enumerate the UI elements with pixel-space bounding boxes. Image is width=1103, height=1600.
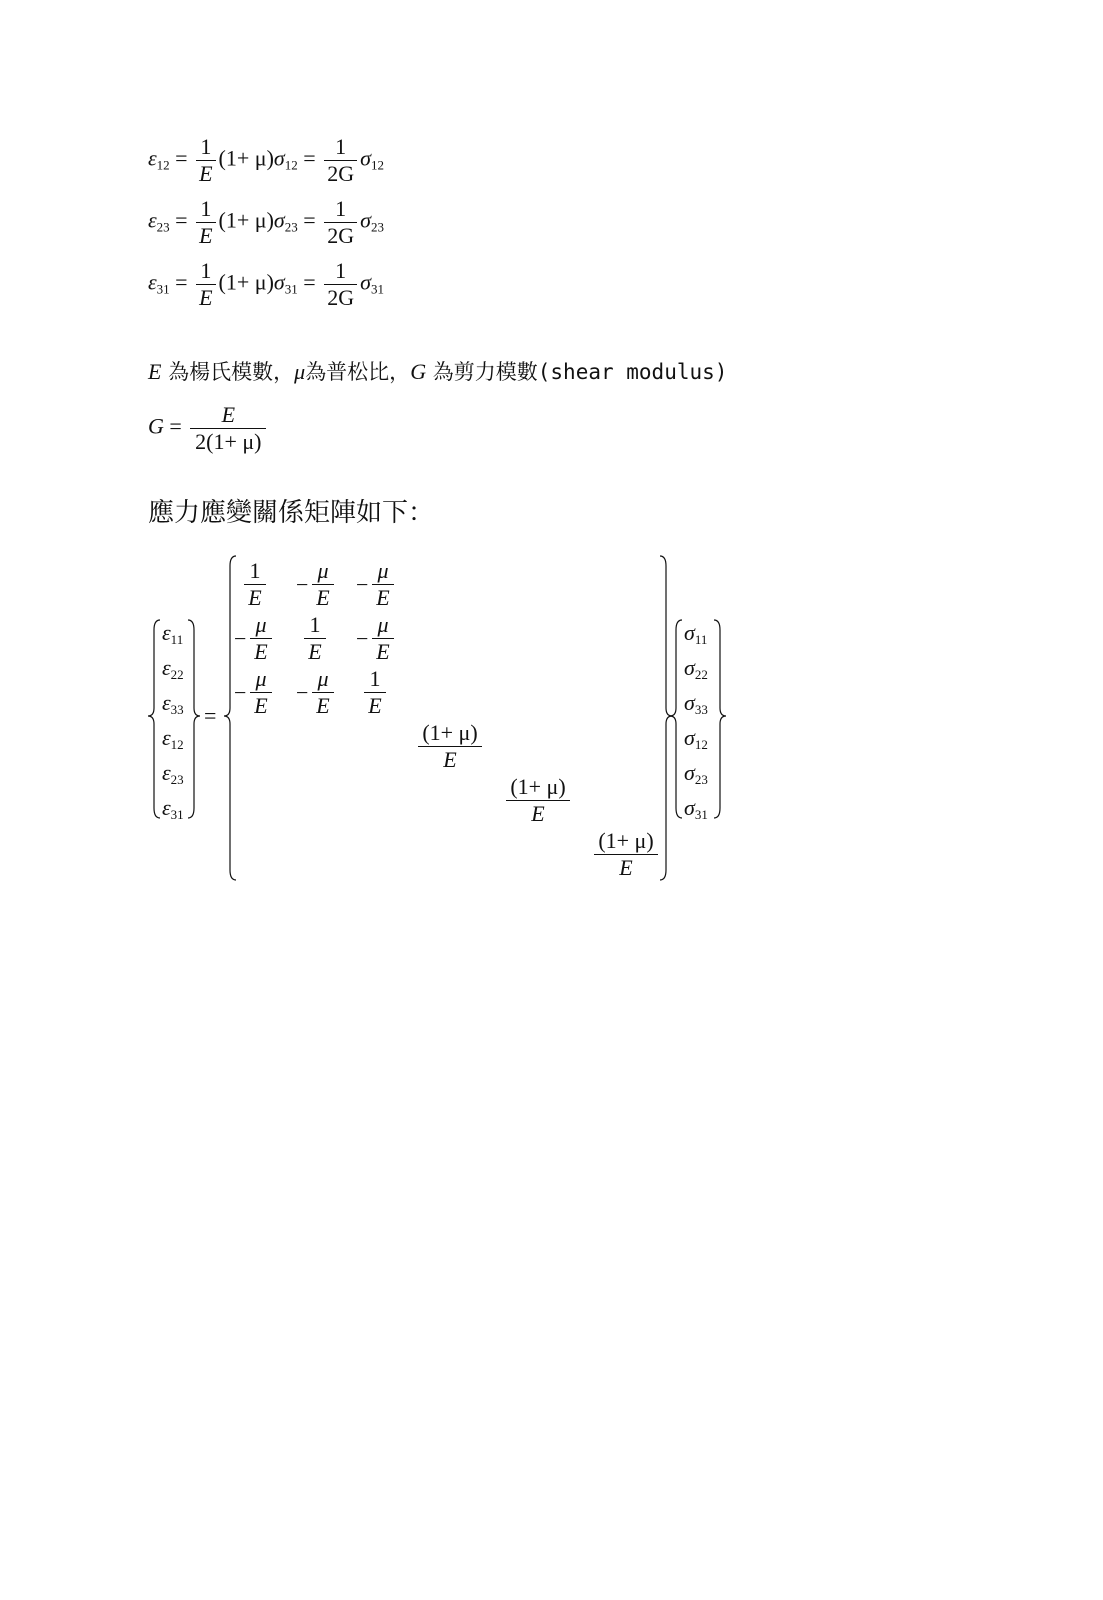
- strain-entry: $\varepsilon_{33}$: [162, 690, 184, 717]
- matrix-cell-5-5: $\frac{(1+ \mu)}{E}$: [506, 774, 570, 827]
- strain-entry: $\varepsilon_{12}$: [162, 725, 184, 752]
- strain-entry: $\varepsilon_{23}$: [162, 760, 184, 787]
- shear-modulus-formula: G = $\frac{E}{2(1+ \mu)}$: [148, 402, 269, 455]
- strain-entry: $\varepsilon_{31}$: [162, 795, 184, 822]
- fraction-one-over-2g: $\frac{1}{2G}$: [324, 258, 357, 311]
- minus-sign: −: [296, 572, 309, 597]
- minus-sign: −: [356, 572, 369, 597]
- minus-sign: −: [234, 626, 247, 651]
- matrix-equals-sign: =: [204, 703, 217, 728]
- minus-sign: −: [234, 680, 247, 705]
- matrix-cell-3-1: $\frac{\mu}{E}$: [250, 666, 272, 719]
- matrix-cell-2-1: $\frac{\mu}{E}$: [250, 612, 272, 665]
- matrix-cell-1-2: $\frac{\mu}{E}$: [312, 558, 334, 611]
- fraction-e-over-2-1-plus-mu: $\frac{E}{2(1+ \mu)}$: [190, 402, 266, 455]
- stress-entry: $\sigma_{23}$: [684, 760, 708, 787]
- matrix-cell-3-2: $\frac{\mu}{E}$: [312, 666, 334, 719]
- equation-strain31: $\varepsilon_{31}$ = $\frac{1}{E}$ $(1+ \mu)\sigma_{31}$ = $\frac{1}{2G}$ $\sigma_{31}$: [148, 258, 384, 310]
- fraction-one-over-2g: $\frac{1}{2G}$: [324, 196, 357, 249]
- definition-line: E 為楊氏模數，μ為普松比，G 為剪力模數(shear modulus): [148, 359, 728, 384]
- strain-entry: $\varepsilon_{11}$: [162, 620, 184, 647]
- matrix-cell-2-2: $\frac{1}{E}$: [304, 612, 326, 665]
- stress-entry: $\sigma_{33}$: [684, 690, 708, 717]
- stress-entry: $\sigma_{31}$: [684, 795, 708, 822]
- equation-strain23: $\varepsilon_{23}$ = $\frac{1}{E}$ $(1+ \mu)\sigma_{23}$ = $\frac{1}{2G}$ $\sigma_{23}$: [148, 196, 384, 248]
- strain-entry: $\varepsilon_{22}$: [162, 655, 184, 682]
- stress-entry: $\sigma_{12}$: [684, 725, 708, 752]
- fraction-one-over-e: $\frac{1}{E}$: [196, 196, 215, 249]
- fraction-one-over-e: $\frac{1}{E}$: [196, 134, 215, 187]
- minus-sign: −: [356, 626, 369, 651]
- matrix-cell-2-3: $\frac{\mu}{E}$: [372, 612, 394, 665]
- matrix-cell-3-3: $\frac{1}{E}$: [364, 666, 386, 719]
- matrix-cell-1-1: $\frac{1}{E}$: [244, 558, 266, 611]
- equation-strain12: $\varepsilon_{12}$ = $\frac{1}{E}$ $(1+ \mu)\sigma_{12}$ = $\frac{1}{2G}$ $\sigma_{12}$: [148, 134, 384, 186]
- section-heading: 應力應變關係矩陣如下：: [148, 498, 435, 528]
- fraction-one-over-e: $\frac{1}{E}$: [196, 258, 215, 311]
- stress-entry: $\sigma_{22}$: [684, 655, 708, 682]
- minus-sign: −: [296, 680, 309, 705]
- matrix-cell-6-6: $\frac{(1+ \mu)}{E}$: [594, 828, 658, 881]
- matrix-cell-4-4: $\frac{(1+ \mu)}{E}$: [418, 720, 482, 773]
- fraction-one-over-2g: $\frac{1}{2G}$: [324, 134, 357, 187]
- stress-entry: $\sigma_{11}$: [684, 620, 708, 647]
- matrix-cell-1-3: $\frac{\mu}{E}$: [372, 558, 394, 611]
